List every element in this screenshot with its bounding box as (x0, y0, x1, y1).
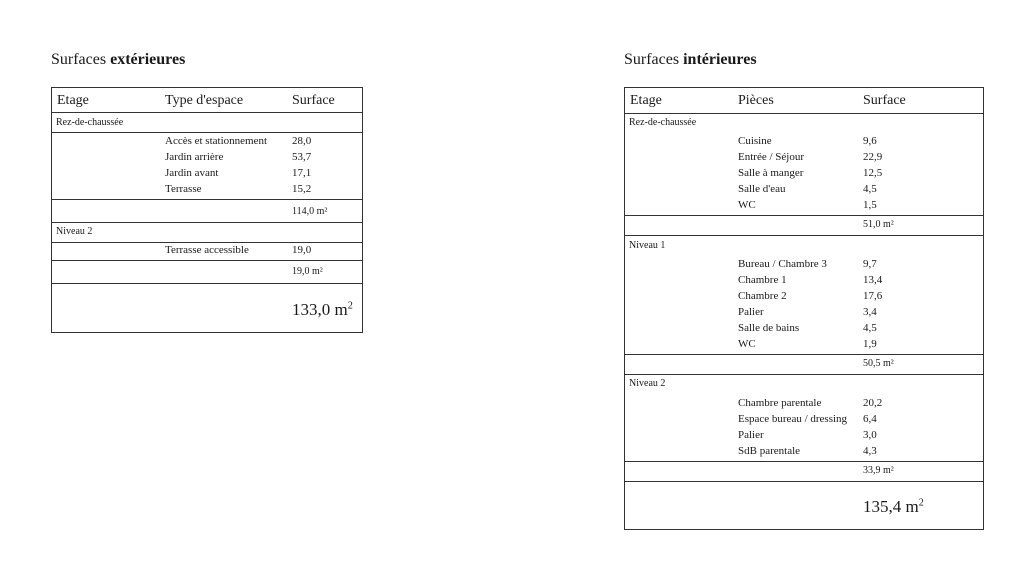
list-item-label: Salle à manger (738, 167, 804, 179)
exterior-title-bold: extérieures (110, 51, 186, 68)
list-item-value: 53,7 (292, 151, 312, 163)
interior-title-prefix: Surfaces (624, 51, 680, 68)
subtotal: 51,0 m² (863, 219, 894, 230)
list-item-label: Espace bureau / dressing (738, 413, 848, 425)
list-item-value: 6,4 (863, 413, 877, 425)
list-item-value: 9,7 (863, 258, 877, 270)
list-item-value: 1,9 (863, 338, 877, 350)
list-item-label: WC (738, 338, 756, 350)
list-item-label: Accès et stationnement (165, 135, 268, 147)
exterior-table (51, 87, 363, 333)
list-item-label: Terrasse accessible (165, 244, 249, 256)
header-etage: Etage (630, 93, 662, 108)
grand-total-unit-sup: 2 (918, 497, 924, 509)
list-item-label: Jardin arrière (165, 151, 224, 163)
header-surface: Surface (292, 93, 335, 108)
exterior-title (51, 51, 185, 69)
list-item-value: 4,3 (863, 445, 877, 457)
subtotal: 114,0 m² (292, 206, 328, 217)
grand-total (292, 300, 353, 320)
list-item-label: Jardin avant (165, 167, 219, 179)
list-item-label: SdB parentale (738, 445, 801, 457)
list-item-value: 12,5 (863, 167, 883, 179)
list-item-value: 19,0 (292, 244, 312, 256)
subtotal: 19,0 m² (292, 266, 323, 277)
grand-total-value: 133,0 m (292, 300, 348, 319)
list-item-value: 17,6 (863, 290, 883, 302)
list-item-label: Salle de bains (738, 322, 800, 334)
level-name: Niveau 1 (629, 240, 666, 251)
subtotal: 33,9 m² (863, 465, 894, 476)
list-item-value: 1,5 (863, 199, 877, 211)
list-item-label: Entrée / Séjour (738, 151, 804, 163)
grand-total-value: 135,4 m (863, 497, 919, 516)
list-item-value: 28,0 (292, 135, 312, 147)
list-item-label: Terrasse (165, 183, 202, 195)
subtotal: 50,5 m² (863, 358, 894, 369)
list-item-value: 15,2 (292, 183, 312, 195)
list-item-label: Salle d'eau (738, 183, 786, 195)
list-item-label: Chambre 1 (738, 274, 787, 286)
list-item-value: 22,9 (863, 151, 883, 163)
list-item-label: Bureau / Chambre 3 (738, 258, 827, 270)
list-item-value: 17,1 (292, 167, 312, 179)
exterior-title-prefix: Surfaces (51, 51, 107, 68)
list-item-value: 20,2 (863, 397, 883, 409)
list-item-label: Palier (738, 306, 764, 318)
list-item-value: 4,5 (863, 322, 877, 334)
list-item-value: 3,4 (863, 306, 877, 318)
level-name: Niveau 2 (56, 226, 93, 237)
header-pieces: Pièces (738, 93, 774, 108)
interior-title (624, 51, 757, 69)
interior-title-bold: intérieures (683, 51, 757, 68)
level-name: Niveau 2 (629, 378, 666, 389)
list-item-label: Cuisine (738, 135, 772, 147)
list-item-label: Chambre 2 (738, 290, 787, 302)
grand-total (863, 497, 924, 517)
list-item-value: 4,5 (863, 183, 877, 195)
grand-total-unit-sup: 2 (347, 300, 353, 312)
list-item-label: Chambre parentale (738, 397, 822, 409)
list-item-label: WC (738, 199, 756, 211)
list-item-value: 9,6 (863, 135, 877, 147)
header-type: Type d'espace (165, 93, 244, 108)
list-item-value: 13,4 (863, 274, 883, 286)
list-item-label: Palier (738, 429, 764, 441)
interior-table (624, 87, 984, 530)
level-name: Rez-de-chaussée (56, 117, 124, 128)
list-item-value: 3,0 (863, 429, 877, 441)
level-name: Rez-de-chaussée (629, 117, 697, 128)
header-surface: Surface (863, 93, 906, 108)
header-etage: Etage (57, 93, 89, 108)
